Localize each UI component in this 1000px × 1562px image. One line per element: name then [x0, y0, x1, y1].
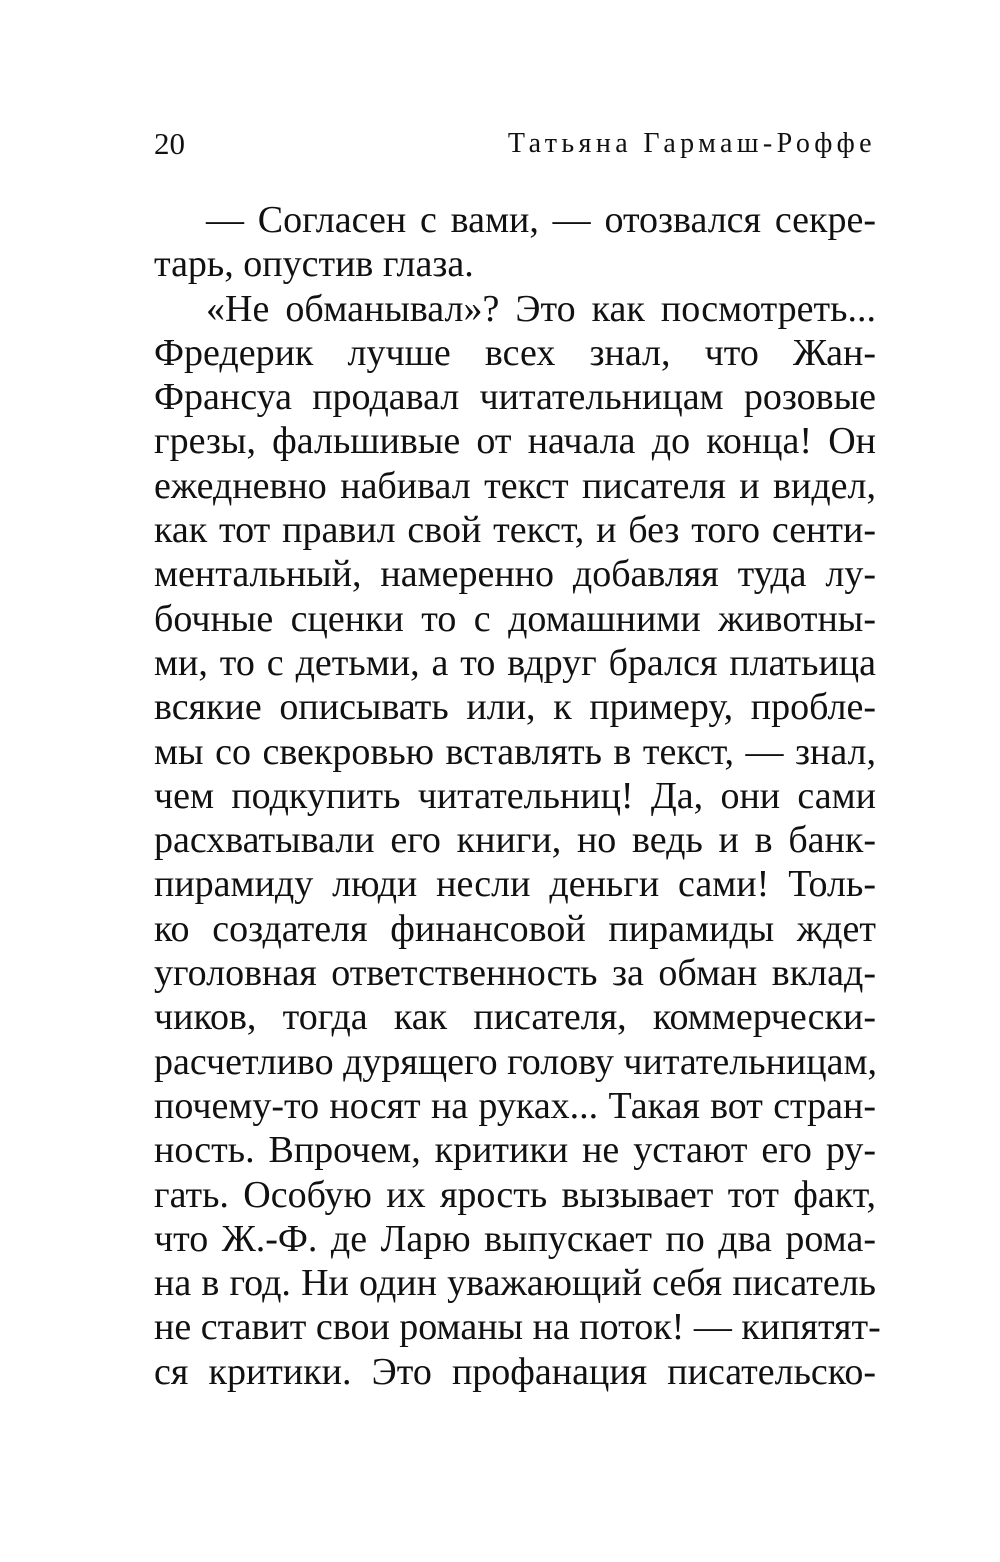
text-line: ность. Впрочем, критики не устают его ру- — [154, 1129, 876, 1172]
text-line: чиков, тогда как писателя, коммерчески- — [154, 996, 876, 1039]
page-number: 20 — [154, 126, 185, 161]
text-line: бочные сценки то с домашними животны- — [154, 597, 876, 640]
text-line: — Согласен с вами, — отозвался секре- — [206, 199, 876, 241]
body-text — [154, 198, 881, 1394]
text-line: ми, то с детьми, а то вдруг брался платьица — [154, 641, 876, 684]
text-line: расхватывали его книги, но ведь и в банк- — [154, 819, 876, 862]
page-header — [154, 126, 876, 166]
text-line: на в год. Ни один уважающий себя писатель — [154, 1262, 876, 1305]
text-line: всякие описывать или, к примеру, пробле- — [154, 686, 876, 729]
text-line: пирамиду люди несли деньги сами! Толь- — [154, 863, 876, 906]
text-line: чем подкупить читательниц! Да, они сами — [154, 774, 876, 817]
text-line: тарь, опустив глаза. — [154, 243, 474, 286]
text-line: ментальный, намеренно добавляя туда лу- — [154, 553, 876, 596]
text-line: «Не обманывал»? Это как посмотреть... — [206, 287, 876, 330]
text-line: ся критики. Это профанация писательско- — [154, 1350, 876, 1393]
running-title: Татьяна Гармаш-Роффе — [507, 128, 876, 159]
text-line: что Ж.-Ф. де Ларю выпускает по два рома- — [154, 1217, 876, 1260]
text-line: как тот правил свой текст, и без того сенти- — [154, 509, 876, 552]
text-line: ежедневно набивал текст писателя и видел, — [154, 464, 876, 507]
text-line: Фредерик лучше всех знал, что Жан- — [154, 331, 876, 374]
text-line: гать. Особую их ярость вызывает тот факт, — [154, 1173, 876, 1216]
text-line: мы со свекровью вставлять в текст, — знал, — [154, 730, 876, 773]
text-line: расчетливо дурящего голову читательницам, — [154, 1040, 878, 1083]
text-line: ко создателя финансовой пирамиды ждет — [154, 907, 876, 950]
text-line: грезы, фальшивые от начала до конца! Он — [154, 420, 876, 463]
text-line: уголовная ответственность за обман вклад- — [154, 952, 876, 995]
text-line: почему-то носят на руках... Такая вот стран- — [154, 1084, 876, 1127]
text-line: Франсуа продавал читательницам розовые — [154, 376, 876, 419]
text-line: не ставит свои романы на поток! — кипятят- — [154, 1306, 881, 1349]
